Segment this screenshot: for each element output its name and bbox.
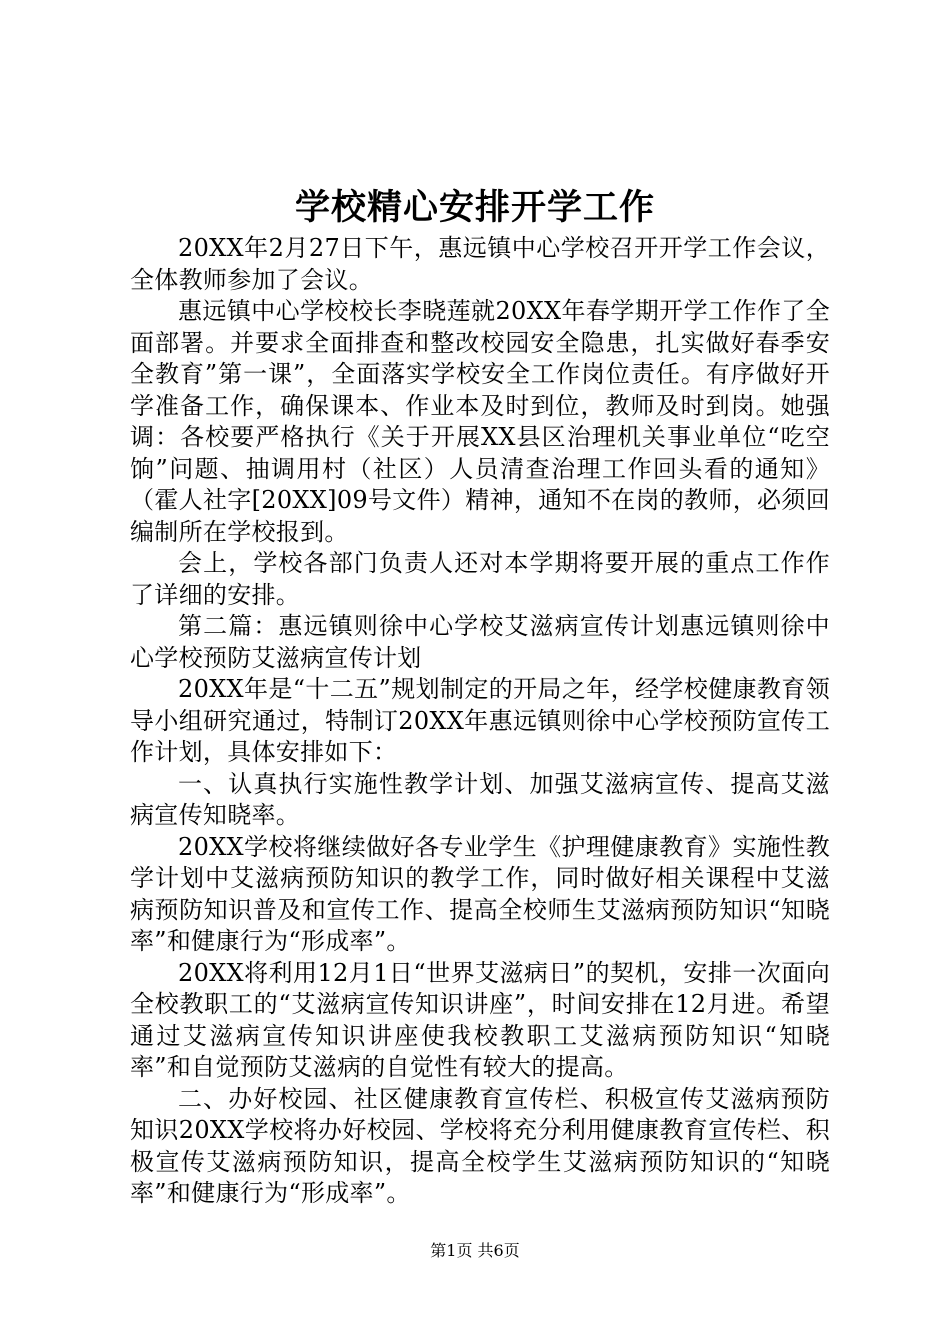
paragraph-8: 20XX将利用12月1日“世界艾滋病日”的契机，安排一次面向全校教职工的“艾滋病宣传知识讲座”，时间安排在12月进。希望通过艾滋病宣传知识讲座使我校教职工艾滋病预防知识“知晓率”和自觉预防艾滋病的自觉性有较大的提高。 xyxy=(130,958,830,1081)
paragraph-5: 20XX年是“十二五”规划制定的开局之年，经学校健康教育领导小组研究通过，特制订20XX年惠远镇则徐中心学校预防宣传工作计划，具体安排如下： xyxy=(130,675,830,766)
paragraph-6: 一、认真执行实施性教学计划、加强艾滋病宣传、提高艾滋病宣传知晓率。 xyxy=(130,769,830,829)
document-body xyxy=(130,233,830,1210)
paragraph-4: 第二篇：惠远镇则徐中心学校艾滋病宣传计划惠远镇则徐中心学校预防艾滋病宣传计划 xyxy=(130,612,830,672)
paragraph-2: 惠远镇中心学校校长李晓莲就20XX年春学期开学工作作了全面部署。并要求全面排查和整改校园安全隐患，扎实做好春季安全教育”第一课”，全面落实学校安全工作岗位责任。有序做好开学准备工作，确保课本、作业本及时到位，教师及时到岗。她强调：各校要严格执行《关于开展XX县区治理机关事业单位“吃空饷”问题、抽调用村（社区）人员清查治理工作回头看的通知》（霍人社字[20XX]09号文件）精神，通知不在岗的教师，必须回编制所在学校报到。 xyxy=(130,297,830,546)
paragraph-9: 二、办好校园、社区健康教育宣传栏、积极宣传艾滋病预防知识20XX学校将办好校园、学校将充分利用健康教育宣传栏、积极宣传艾滋病预防知识，提高全校学生艾滋病预防知识的“知晓率”和健康行为“形成率”。 xyxy=(130,1084,830,1207)
paragraph-3: 会上，学校各部门负责人还对本学期将要开展的重点工作作了详细的安排。 xyxy=(130,549,830,609)
paragraph-1: 20XX年2月27日下午，惠远镇中心学校召开开学工作会议，全体教师参加了会议。 xyxy=(130,234,830,294)
paragraph-7: 20XX学校将继续做好各专业学生《护理健康教育》实施性教学计划中艾滋病预防知识的教学工作，同时做好相关课程中艾滋病预防知识普及和宣传工作、提高全校师生艾滋病预防知识“知晓率”和健康行为“形成率”。 xyxy=(130,832,830,955)
page-title: 学校精心安排开学工作 xyxy=(294,187,655,228)
page-number-footer: 第1页 共6页 xyxy=(430,1241,520,1260)
